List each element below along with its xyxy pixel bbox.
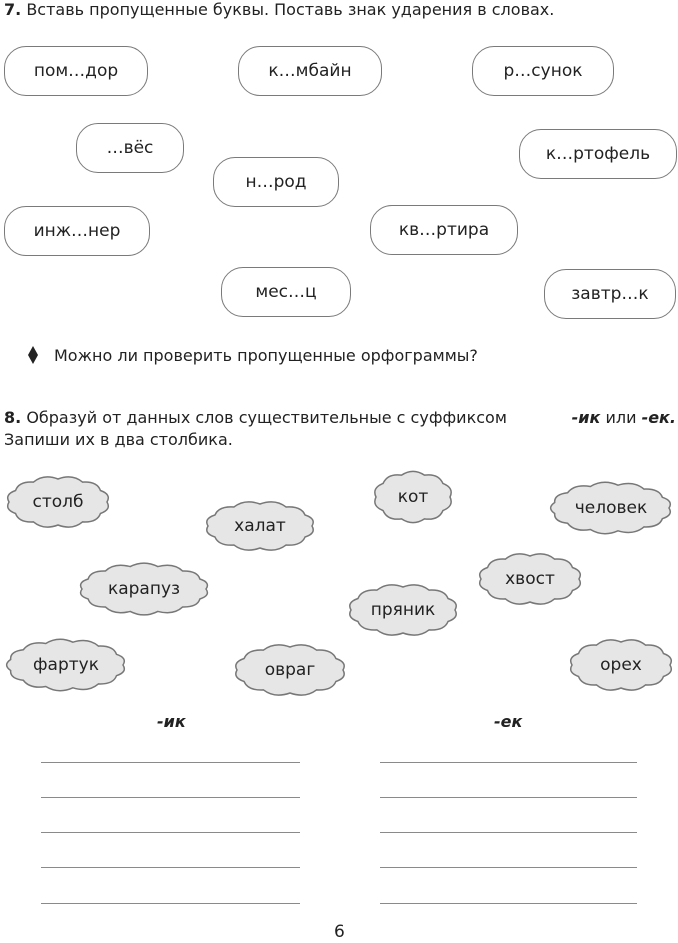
cloud-word: орех	[600, 655, 642, 675]
word-pill: мес…ц	[221, 267, 351, 317]
word-cloud	[232, 642, 348, 698]
word-pill: р…сунок	[472, 46, 614, 96]
task-7-instruction	[4, 0, 554, 20]
writing-line[interactable]	[380, 762, 637, 763]
cloud-word: карапуз	[107, 579, 181, 599]
word-cloud	[567, 637, 675, 693]
cloud-word: хвост	[505, 569, 555, 589]
diamond-bullet-icon	[27, 345, 39, 365]
writing-line[interactable]	[380, 797, 637, 798]
word-cloud	[548, 480, 674, 536]
word-pill: пом…дор	[4, 46, 148, 96]
task-8-line1-end	[572, 408, 676, 428]
suffix-ik: -ик	[571, 408, 601, 427]
task-8-line2: Запиши их в два столбика.	[4, 430, 233, 449]
word-cloud	[346, 582, 460, 638]
word-pill: инж…нер	[4, 206, 150, 256]
task-8-text: Образуй от данных слов существительные с суффиксом	[26, 408, 507, 427]
task-8-line1-start	[4, 408, 507, 428]
word-pill: к…мбайн	[238, 46, 382, 96]
cloud-word: овраг	[264, 660, 316, 680]
writing-line[interactable]	[380, 832, 637, 833]
cloud-word: столб	[32, 492, 84, 512]
word-pill: к…ртофель	[519, 129, 677, 179]
suffix-ek: -ек.	[641, 408, 676, 427]
cloud-word: человек	[574, 498, 648, 518]
column-header-ik: -ик	[157, 712, 186, 731]
task-8-instruction	[4, 408, 676, 428]
word-pill: …вёс	[76, 123, 184, 173]
writing-line[interactable]	[41, 903, 300, 904]
task-8-number: 8.	[4, 408, 22, 427]
column-header-ek: -ек	[494, 712, 523, 731]
cloud-word: халат	[234, 516, 286, 536]
writing-line[interactable]	[41, 832, 300, 833]
writing-line[interactable]	[380, 867, 637, 868]
word-cloud	[4, 474, 112, 530]
writing-line[interactable]	[41, 797, 300, 798]
writing-line[interactable]	[380, 903, 637, 904]
word-pill: завтр…к	[544, 269, 676, 319]
cloud-word: фартук	[33, 655, 99, 675]
word-cloud	[77, 561, 211, 617]
word-cloud	[476, 551, 584, 607]
page-number: 6	[334, 922, 345, 942]
task-7-text: Вставь пропущенные буквы. Поставь знак ударения в словах.	[26, 0, 555, 19]
cloud-word: пряник	[370, 600, 436, 620]
cloud-word: кот	[397, 487, 429, 507]
writing-line[interactable]	[41, 762, 300, 763]
word-pill: н…род	[213, 157, 339, 207]
task-7-question: Можно ли проверить пропущенные орфограммы?	[54, 346, 478, 365]
task-8-or: или	[600, 408, 642, 427]
word-cloud	[203, 499, 317, 553]
writing-line[interactable]	[41, 867, 300, 868]
word-cloud	[371, 469, 455, 525]
word-pill: кв…ртира	[370, 205, 518, 255]
word-cloud	[4, 637, 128, 693]
task-7-number: 7.	[4, 0, 22, 19]
